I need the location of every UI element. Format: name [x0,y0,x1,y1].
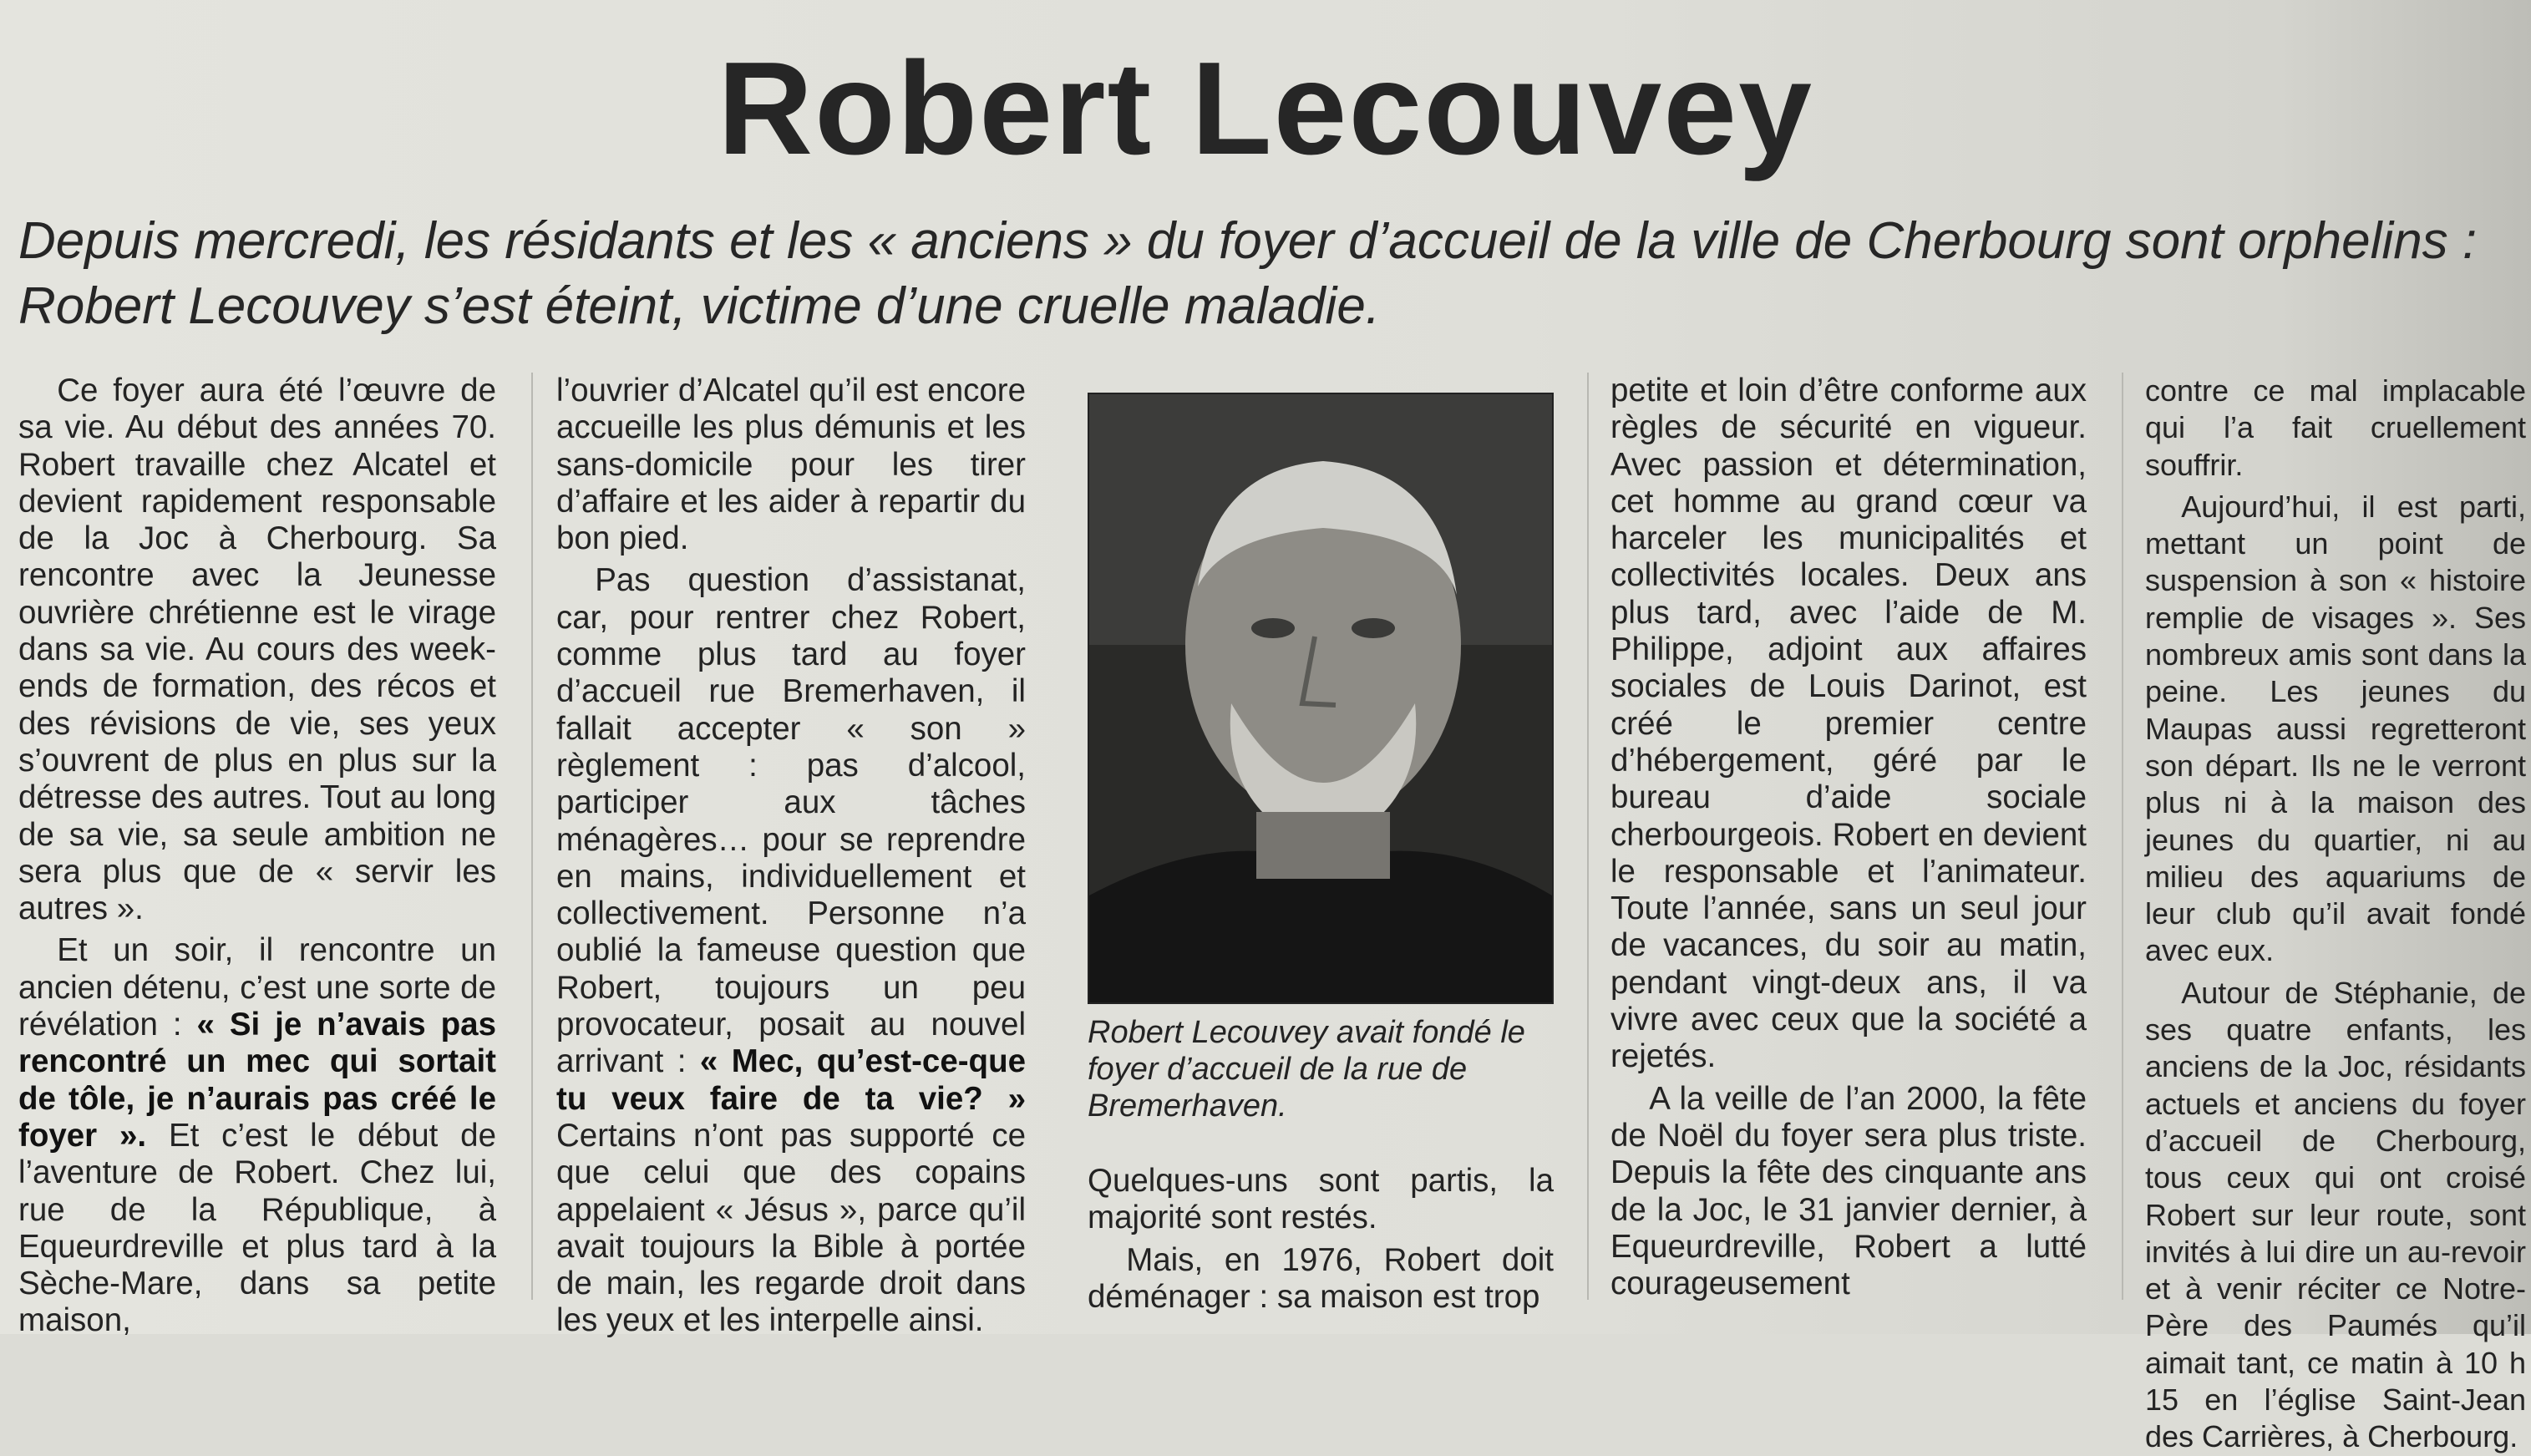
article-column-2 [556,373,1026,1340]
column-rule [1587,373,1589,1300]
text-run: Et c’est le début de l’aventure de Robert. Chez lui, rue de la République, à Equeurdreville et plus tard à la Sèche-Mare, dans sa petite maison, [18,1117,497,1339]
paragraph: Ce foyer aura été l’œuvre de sa vie. Au début des années 70. Robert travaille chez Alcatel et devient rapidement responsable de la Joc à Cherbourg. Sa rencontre avec la Jeunesse ouvrière chrétienne est le virage dans sa vie. Au cours des week-ends de formation, des récos et des révisions de vie, ses yeux s’ouvrent de plus en plus sur la détresse des autres. Tout au long de sa vie, sa seule ambition ne sera plus que de « servir les autres ». [18,373,496,927]
paragraph [556,562,1026,1339]
column-rule [531,373,533,1300]
article-column-4 [1610,373,2087,1302]
paragraph: petite et loin d’être conforme aux règles de sécurité en vigueur. Avec passion et détermination, cet homme au grand cœur va harceler les municipalités et collectivités locales. Deux ans plus tard, avec l’aide de M. Philippe, adjoint aux affaires sociales de Louis Darinot, est créé le premier centre d’hébergement, géré par le bureau d’aide sociale cherbourgeois. Robert en devient le responsable et l’animateur. Toute l’année, sans un seul jour de vacances, du soir au matin, pendant vingt-deux ans, il va vivre avec ceux que la société a rejetés. [1610,373,2087,1075]
paragraph: Aujourd’hui, il est parti, mettant un point de suspension à son « histoire remplie de visages ». Ses nombreux amis sont dans la peine. Les jeunes du Maupas aussi regretteront son départ. Ils ne le verront plus ni à la maison des jeunes du quartier, ni au milieu des aquariums de leur club qu’il avait fondé avec eux. [2145,489,2526,968]
text-run: Pas question d’assistanat, car, pour rentrer chez Robert, comme plus tard au foyer d’accueil rue Bremerhaven, il fallait accepter « son » règlement : pas d’alcool, participer aux tâches ménagères… pour se reprendre en mains, individuellement et collectivement. Personne n’a oublié la fameuse question que Robert, toujours un peu provocateur, posait au nouvel arrivant : [556,562,1026,1080]
article-column-1 [18,373,496,1340]
article-column-5 [2145,373,2526,1456]
paragraph [18,932,496,1339]
article-column-3 [1088,1163,1554,1316]
quote: « Si je n’avais pas rencontré un mec qui sortait de tôle, je n’aurais pas créé le foyer ». [18,1007,496,1154]
portrait-illustration [1089,394,1552,1002]
portrait-photo [1088,393,1554,1004]
paragraph: A la veille de l’an 2000, la fête de Noël du foyer sera plus triste. Depuis la fête des cinquante ans de la Joc, le 31 janvier dernier, à Equeurdreville, Robert a lutté courageusement [1610,1080,2087,1302]
column-rule [2122,373,2123,1300]
paragraph: Autour de Stéphanie, de ses quatre enfants, les anciens de la Joc, résidants actuels et anciens du foyer d’accueil de Cherbourg, tous ceux qui ont croisé Robert sur leur route, sont invités à lui dire un au-revoir et à venir réciter ce Notre-Père des Paumés qu’il aimait tant, ce matin à 10 h 15 en l’église Saint-Jean des Carrières, à Cherbourg. [2145,975,2526,1454]
quote: « Mec, qu’est-ce-que tu veux faire de ta vie? » [556,1043,1026,1117]
paragraph: Mais, en 1976, Robert doit déménager : sa maison est trop [1088,1241,1554,1315]
photo-caption: Robert Lecouvey avait fondé le foyer d’accueil de la rue de Bremerhaven. [1088,1015,1525,1124]
headline: Robert Lecouvey [718,35,1813,182]
text-run: Et un soir, il rencontre un ancien détenu, c’est une sorte de révélation : [18,932,496,1043]
paragraph: l’ouvrier d’Alcatel qu’il est encore accueille les plus démunis et les sans-domicile pour les tirer d’affaire et les aider à repartir du bon pied. [556,373,1026,557]
text-run: Certains n’ont pas supporté ce que celui que des copains appelaient « Jésus », parce qu’il avait toujours la Bible à portée de main, les regarde droit dans les yeux et les interpelle ainsi. [556,1117,1026,1339]
paragraph: contre ce mal implacable qui l’a fait cruellement souffrir. [2145,373,2526,482]
paragraph: Quelques-uns sont partis, la majorité sont restés. [1088,1163,1554,1236]
chapeau: Depuis mercredi, les résidants et les « anciens » du foyer d’accueil de la ville de Cherbourg sont orphelins : Robert Lecouvey s’est éteint, victime d’une cruelle maladie. [18,212,2478,335]
